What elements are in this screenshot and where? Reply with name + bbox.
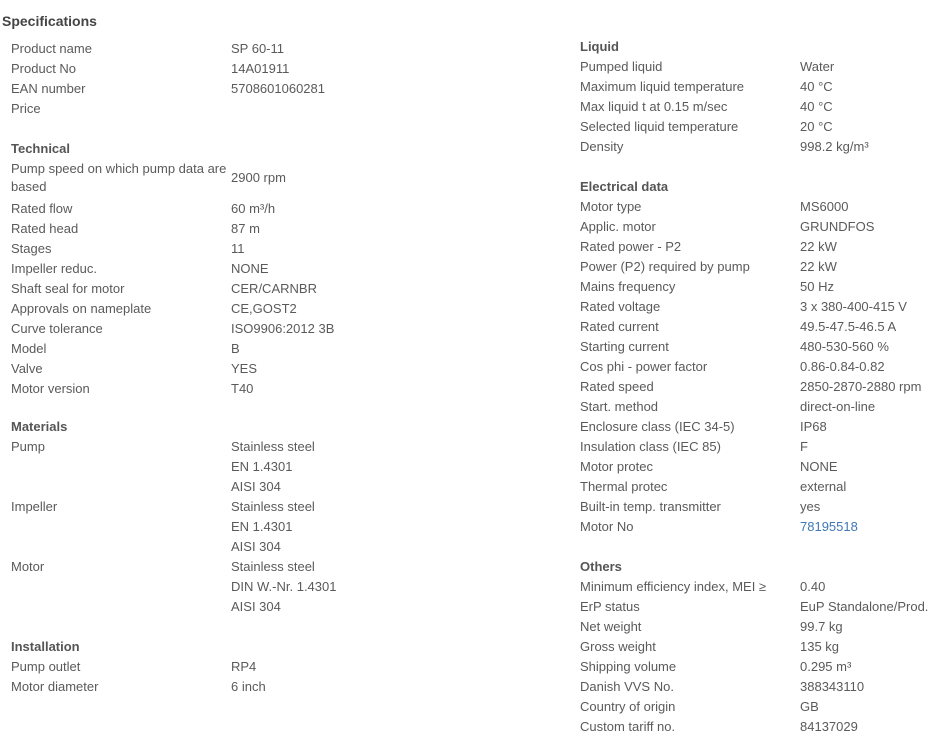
spec-label: Motor <box>11 559 45 574</box>
spec-row-impeller-material <box>11 497 531 557</box>
spec-row-selected-liquid-temp <box>580 117 942 137</box>
section-title-liquid: Liquid <box>580 39 619 54</box>
spec-value: NONE <box>231 261 269 276</box>
spec-value: 0.40 <box>800 579 826 594</box>
spec-label: Selected liquid temperature <box>580 119 739 134</box>
spec-label: Rated voltage <box>580 299 661 314</box>
spec-value: 40 °C <box>800 99 833 114</box>
spec-label: Pump outlet <box>11 659 81 674</box>
spec-label: Thermal protec <box>580 479 668 494</box>
spec-label: Approvals on nameplate <box>11 301 152 316</box>
spec-row-product-no <box>11 59 531 79</box>
spec-label: ErP status <box>580 599 640 614</box>
section-title-electrical: Electrical data <box>580 179 669 194</box>
spec-row-ean-number <box>11 79 531 99</box>
spec-row-danish-vvs <box>580 677 942 697</box>
spec-row-mains-frequency <box>580 277 942 297</box>
spec-row-max-liquid-temp <box>580 77 942 97</box>
spec-value: yes <box>800 499 821 514</box>
spec-value: IP68 <box>800 419 827 434</box>
spec-row-motor-material <box>11 557 531 617</box>
spec-label: Minimum efficiency index, MEI ≥ <box>580 579 767 594</box>
spec-label: Impeller reduc. <box>11 261 97 276</box>
spec-value: CER/CARNBR <box>231 281 317 296</box>
spec-row-model <box>11 339 531 359</box>
spec-row-motor-no <box>580 517 942 537</box>
spec-label: Maximum liquid temperature <box>580 79 745 94</box>
spec-value: B <box>231 341 240 356</box>
spec-value: Stainless steel <box>231 559 315 574</box>
spec-value: 50 Hz <box>800 279 834 294</box>
spec-row-rated-flow <box>11 199 531 219</box>
section-title-others: Others <box>580 559 622 574</box>
spec-value: SP 60-11 <box>231 41 285 56</box>
spec-row-shipping-volume <box>580 657 942 677</box>
spec-row-country-of-origin <box>580 697 942 717</box>
spec-row-rated-power <box>580 237 942 257</box>
spec-row-max-liquid-t <box>580 97 942 117</box>
spec-label: Rated speed <box>580 379 654 394</box>
spec-value: 14A01911 <box>231 61 290 76</box>
spec-label: Shaft seal for motor <box>11 281 125 296</box>
spec-label: Start. method <box>580 399 659 414</box>
spec-row-power-required <box>580 257 942 277</box>
page-title: Specifications <box>2 13 97 29</box>
spec-row-stages <box>11 239 531 259</box>
spec-value-group <box>231 437 315 497</box>
installation-section <box>11 637 531 697</box>
spec-row-net-weight <box>580 617 942 637</box>
spec-value: 87 m <box>231 221 260 236</box>
spec-row-custom-tariff <box>580 717 942 737</box>
spec-row-insulation-class <box>580 437 942 457</box>
spec-row-curve-tolerance <box>11 319 531 339</box>
spec-value: 480-530-560 % <box>800 339 889 354</box>
spec-value: Stainless steel <box>231 439 315 454</box>
spec-row-gross-weight <box>580 637 942 657</box>
spec-value: 0.86-0.84-0.82 <box>800 359 885 374</box>
spec-row-start-method <box>580 397 942 417</box>
spec-value: 998.2 kg/m³ <box>800 139 869 154</box>
spec-label: Pump <box>11 439 45 454</box>
spec-row-motor-type <box>580 197 942 217</box>
spec-value: AISI 304 <box>231 539 281 554</box>
spec-label: Cos phi - power factor <box>580 359 708 374</box>
spec-value: direct-on-line <box>800 399 876 414</box>
spec-value: F <box>800 439 808 454</box>
spec-value: GRUNDFOS <box>800 219 875 234</box>
spec-value: 49.5-47.5-46.5 A <box>800 319 897 334</box>
spec-label: Enclosure class (IEC 34-5) <box>580 419 735 434</box>
spec-label: Motor version <box>11 381 90 396</box>
spec-value: YES <box>231 361 258 376</box>
spec-value: ISO9906:2012 3B <box>231 321 335 336</box>
spec-row-pump-material <box>11 437 531 497</box>
spec-row-temp-transmitter <box>580 497 942 517</box>
spec-value: 84137029 <box>800 719 858 734</box>
spec-value: EN 1.4301 <box>231 519 293 534</box>
spec-row-mei <box>580 577 942 597</box>
spec-row-density <box>580 137 942 157</box>
spec-row-thermal-protec <box>580 477 942 497</box>
spec-value: 99.7 kg <box>800 619 843 634</box>
spec-value: 2850-2870-2880 rpm <box>800 379 922 394</box>
others-section <box>580 557 942 737</box>
spec-label: Gross weight <box>580 639 656 654</box>
spec-label: Curve tolerance <box>11 321 103 336</box>
spec-value: 388343110 <box>800 679 865 694</box>
spec-row-rated-current <box>580 317 942 337</box>
spec-row-enclosure-class <box>580 417 942 437</box>
spec-value-group <box>231 557 336 617</box>
spec-label: Stages <box>11 241 52 256</box>
electrical-section <box>580 177 942 537</box>
spec-value: 60 m³/h <box>231 201 276 216</box>
spec-row-motor-version <box>11 379 531 399</box>
spec-row-motor-protec <box>580 457 942 477</box>
spec-value: 6 inch <box>231 679 266 694</box>
spec-row-cos-phi <box>580 357 942 377</box>
spec-label: Motor protec <box>580 459 653 474</box>
spec-label: Mains frequency <box>580 279 676 294</box>
spec-label: Density <box>580 139 624 154</box>
spec-label: Product name <box>11 41 92 56</box>
section-title-materials: Materials <box>11 419 68 434</box>
spec-row-price <box>11 99 531 119</box>
spec-label: Valve <box>11 361 43 376</box>
spec-label: Max liquid t at 0.15 m/sec <box>580 99 728 114</box>
spec-value: 11 <box>231 241 245 256</box>
spec-label: Motor No <box>580 519 634 534</box>
spec-row-rated-speed <box>580 377 942 397</box>
spec-value: 20 °C <box>800 119 833 134</box>
spec-value: 0.295 m³ <box>800 659 852 674</box>
spec-value: 2900 rpm <box>231 170 286 185</box>
spec-value: T40 <box>231 381 254 396</box>
materials-section <box>11 417 531 617</box>
spec-row-product-name <box>11 39 531 59</box>
spec-value: NONE <box>800 459 838 474</box>
spec-label: Pump speed on which pump data are based <box>11 161 227 194</box>
spec-value: Stainless steel <box>231 499 315 514</box>
spec-label: Pumped liquid <box>580 59 663 74</box>
spec-label: Country of origin <box>580 699 676 714</box>
section-title-technical: Technical <box>11 141 71 156</box>
spec-row-applic-motor <box>580 217 942 237</box>
spec-value: AISI 304 <box>231 599 281 614</box>
spec-row-approvals <box>11 299 531 319</box>
spec-value: DIN W.-Nr. 1.4301 <box>231 579 337 594</box>
spec-row-erp-status <box>580 597 942 617</box>
spec-row-rated-voltage <box>580 297 942 317</box>
spec-row-starting-current <box>580 337 942 357</box>
spec-label: Net weight <box>580 619 642 634</box>
spec-row-pump-outlet <box>11 657 531 677</box>
spec-row-pumped-liquid <box>580 57 942 77</box>
spec-value: GB <box>800 699 819 714</box>
technical-section <box>11 139 531 399</box>
spec-label: Custom tariff no. <box>580 719 676 734</box>
spec-value: 3 x 380-400-415 V <box>800 299 907 314</box>
section-title-installation: Installation <box>11 639 80 654</box>
spec-value: AISI 304 <box>231 479 281 494</box>
spec-label: Model <box>11 341 47 356</box>
spec-label: Impeller <box>11 499 58 514</box>
spec-label: Rated current <box>580 319 659 334</box>
spec-value: 22 kW <box>800 239 837 254</box>
spec-label: Shipping volume <box>580 659 677 674</box>
spec-value: 22 kW <box>800 259 837 274</box>
spec-label: Rated flow <box>11 201 73 216</box>
spec-label: Starting current <box>580 339 669 354</box>
general-section <box>11 39 531 119</box>
spec-label: Motor type <box>580 199 642 214</box>
spec-label: Motor diameter <box>11 679 99 694</box>
spec-label: EAN number <box>11 81 86 96</box>
spec-value: EuP Standalone/Prod. <box>800 599 929 614</box>
spec-row-shaft-seal <box>11 279 531 299</box>
spec-value: EN 1.4301 <box>231 459 293 474</box>
spec-value: external <box>800 479 847 494</box>
spec-label: Power (P2) required by pump <box>580 259 750 274</box>
spec-value: 40 °C <box>800 79 833 94</box>
spec-value: 5708601060281 <box>231 81 325 96</box>
spec-label: Applic. motor <box>580 219 656 234</box>
spec-row-impeller-reduc <box>11 259 531 279</box>
spec-row-valve <box>11 359 531 379</box>
spec-label: Built-in temp. transmitter <box>580 499 721 514</box>
spec-row-motor-diameter <box>11 677 531 697</box>
spec-value: RP4 <box>231 659 257 674</box>
spec-value-group <box>231 497 315 557</box>
spec-value: 135 kg <box>800 639 840 654</box>
spec-label: Rated head <box>11 221 79 236</box>
spec-label: Rated power - P2 <box>580 239 682 254</box>
spec-label: Insulation class (IEC 85) <box>580 439 721 454</box>
spec-row-pump-speed <box>11 159 531 199</box>
spec-label: Danish VVS No. <box>580 679 674 694</box>
spec-value: MS6000 <box>800 199 849 214</box>
spec-label: Price <box>11 101 41 116</box>
spec-value: CE,GOST2 <box>231 301 297 316</box>
liquid-section <box>580 37 942 157</box>
spec-value: Water <box>800 59 835 74</box>
spec-label: Product No <box>11 61 77 76</box>
motor-no-link[interactable]: 78195518 <box>800 519 858 534</box>
spec-row-rated-head <box>11 219 531 239</box>
